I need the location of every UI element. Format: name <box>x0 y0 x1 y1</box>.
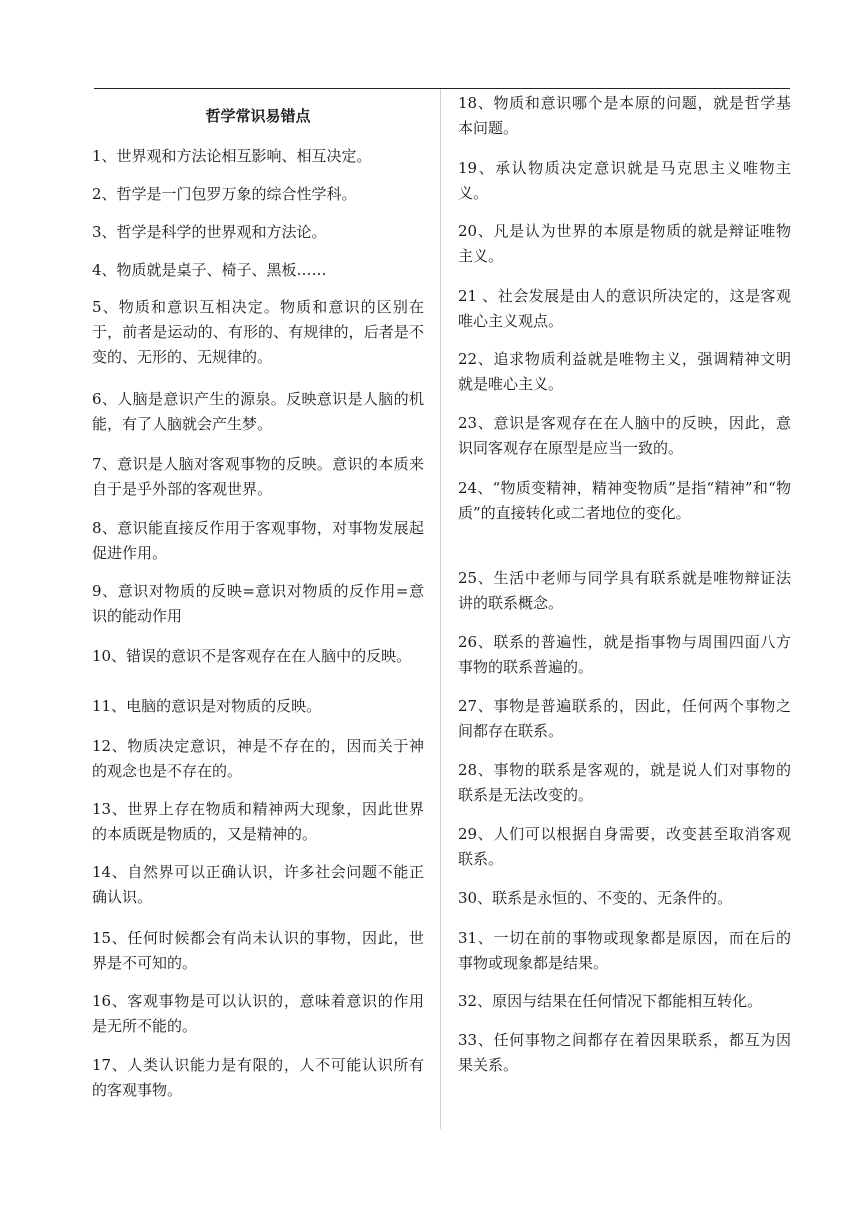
list-item: 30、联系是永恒的、不变的、无条件的。 <box>458 889 733 907</box>
list-item: 28、事物的联系是客观的，就是说人们对事物的联系是无法改变的。 <box>458 761 791 804</box>
list-item: 6、人脑是意识产生的源泉。反映意识是人脑的机能，有了人脑就会产生梦。 <box>92 390 424 433</box>
list-item: 13、世界上存在物质和精神两大现象，因此世界的本质既是物质的，又是精神的。 <box>92 800 424 843</box>
list-item: 3、哲学是科学的世界观和方法论。 <box>92 223 327 241</box>
list-item: 14、自然界可以正确认识，许多社会问题不能正确认识。 <box>92 863 424 906</box>
list-item: 9、意识对物质的反映=意识对物质的反作用=意识的能动作用 <box>92 582 424 625</box>
list-item: 12、物质决定意识，神是不存在的，因而关于神的观念也是不存在的。 <box>92 737 424 780</box>
list-item: 1、世界观和方法论相互影响、相互决定。 <box>92 147 372 165</box>
header-rule <box>94 88 790 89</box>
list-item: 10、错误的意识不是客观存在在人脑中的反映。 <box>92 647 412 665</box>
list-item: 27、事物是普遍联系的，因此，任何两个事物之间都存在联系。 <box>458 697 791 740</box>
document-title: 哲学常识易错点 <box>205 107 311 125</box>
list-item: 4、物质就是桌子、椅子、黑板…… <box>92 261 327 279</box>
list-item: 11、电脑的意识是对物质的反映。 <box>92 697 322 715</box>
list-item: 29、人们可以根据自身需要，改变甚至取消客观联系。 <box>458 825 791 868</box>
list-item: 8、意识能直接反作用于客观事物，对事物发展起促进作用。 <box>92 519 424 562</box>
list-item: 2、哲学是一门包罗万象的综合性学科。 <box>92 185 357 203</box>
list-item: 5、物质和意识互相决定。物质和意识的区别在于，前者是运动的、有形的、有规律的，后者是不变的、无形的、无规律的。 <box>92 298 424 366</box>
list-item: 21 、社会发展是由人的意识所决定的，这是客观唯心主义观点。 <box>458 287 791 330</box>
list-item: 23、意识是客观存在在人脑中的反映，因此，意识同客观存在原型是应当一致的。 <box>458 414 791 457</box>
list-item: 24、“物质变精神，精神变物质”是指“精神”和“物质”的直接转化或二者地位的变化。 <box>458 479 791 522</box>
list-item: 32、原因与结果在任何情况下都能相互转化。 <box>458 992 763 1010</box>
column-divider <box>440 89 441 1129</box>
list-item: 16、客观事物是可以认识的，意味着意识的作用是无所不能的。 <box>92 992 424 1035</box>
list-item: 18、物质和意识哪个是本原的问题，就是哲学基本问题。 <box>458 94 791 137</box>
list-item: 26、联系的普遍性，就是指事物与周围四面八方事物的联系普遍的。 <box>458 633 791 676</box>
list-item: 25、生活中老师与同学具有联系就是唯物辩证法讲的联系概念。 <box>458 569 791 612</box>
list-item: 17、人类认识能力是有限的，人不可能认识所有的客观事物。 <box>92 1056 424 1099</box>
list-item: 20、凡是认为世界的本原是物质的就是辩证唯物主义。 <box>458 222 791 265</box>
list-item: 7、意识是人脑对客观事物的反映。意识的本质来自于是乎外部的客观世界。 <box>92 455 424 498</box>
list-item: 31、一切在前的事物或现象都是原因，而在后的事物或现象都是结果。 <box>458 929 791 972</box>
list-item: 33、任何事物之间都存在着因果联系，都互为因果关系。 <box>458 1031 791 1074</box>
list-item: 22、追求物质利益就是唯物主义，强调精神文明就是唯心主义。 <box>458 350 791 393</box>
list-item: 15、任何时候都会有尚未认识的事物，因此，世界是不可知的。 <box>92 929 424 972</box>
list-item: 19、承认物质决定意识就是马克思主义唯物主义。 <box>458 159 791 202</box>
